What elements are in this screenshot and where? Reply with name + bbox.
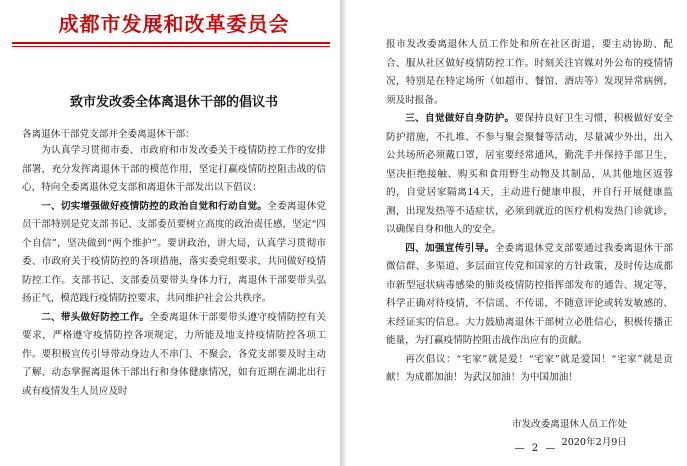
page-number: — 2 — bbox=[514, 443, 558, 454]
letterhead-rule bbox=[12, 42, 330, 44]
right-page bbox=[346, 0, 687, 466]
section-3-body: 要保持良好卫生习惯，积极做好安全防护措施，不扎堆、不参与聚会聚餐等活动，尽量减少外出，出入公共场所必须戴口罩，居室要经常通风，勤洗手并保持手部卫生，坚决拒绝接触、购买和食用野生动物及其制品，从其他地区返蓉的，自觉居家隔离14天，主动进行健康申报，并自行开展健康监测，出现发热等不适症状，必须到就近的医疗机构发热门诊就诊，以确保自身和他人的安全。 bbox=[386, 113, 674, 235]
section-1-paragraph bbox=[22, 198, 326, 309]
section-2-paragraph bbox=[22, 309, 326, 402]
signature-org: 市发改委离退休人员工作处 bbox=[511, 418, 627, 430]
section-3-heading: 三、自觉做好自身防护。 bbox=[405, 113, 515, 124]
section-1-heading: 一、切实增强做好疫情防控的政治自觉和行动自觉。 bbox=[41, 200, 268, 212]
section-3-paragraph bbox=[386, 110, 673, 240]
section-2-heading: 二、带头做好防控工作。 bbox=[41, 311, 150, 323]
section-2-body: 全委离退休干部要带头遵守疫情防控有关要求，严格遵守疫情防控各项规定，力所能及地支持疫情防控各项工作。要积极宣传引导带动身边人不串门、不聚会，各党支部要及时主动了解、动态掌握离退休干部出行和身体健康情况，如有近期在湖北出行或有疫情发生人员应及时 bbox=[22, 311, 327, 397]
left-page bbox=[0, 0, 340, 466]
section-1-body: 全委离退休党员干部特别是党支部书记、支部委员要树立高度的政治责任感，坚定“四个自信”，坚决做到“两个维护”。要讲政治，讲大局，认真学习贯彻市委、市政府关于疫情防控的各项措施，落实委党组要求，共同做好疫情防控工作。支部书记、支部委员要带头身体力行，离退休干部要带头弘扬正气，模范践行疫情防控要求，共同维护社会公共秩序。 bbox=[22, 200, 327, 304]
closing-slogan: 再次倡议：“宅家”就是爱！“宅家”就是爱国！“宅家”就是贡献！为成都加油！为武汉加油！为中国加油！ bbox=[386, 353, 673, 383]
intro-paragraph: 为认真学习贯彻市委、市政府和市发改委关于疫情防控工作的安排部署，充分发挥离退休干部的模范作用，坚定打赢疫情防控阻击战的信心，特向全委离退休党支部和离退休干部发出以下倡议： bbox=[22, 145, 326, 193]
document-title: 致市发改委全体离退休干部的倡议书 bbox=[69, 95, 278, 110]
section-2-continuation: 报市发改委离退休人员工作处和所在社区街道，要主动协助、配合、服从社区做好疫情防控工作。时刻关注官媒对外公布的疫情情况，特别是在特定场所（如超市、餐馆、酒店等）发现异常病例，须及时报备。 bbox=[386, 39, 673, 106]
salutation: 各离退休干部党支部并全委离退休干部： bbox=[22, 129, 195, 140]
signature-date: 2020年2月9日 bbox=[561, 437, 627, 448]
section-4-heading: 四、加强宣传引导。 bbox=[405, 242, 495, 254]
letterhead-rule-thin bbox=[12, 46, 330, 47]
letterhead-title: 成都市发展和改革委员会 bbox=[58, 12, 290, 36]
section-4-paragraph bbox=[386, 240, 673, 351]
section-4-body: 全委离退休党支部要通过我委离退休干部微信群、多渠道、多层面宣传党和国家的方针政策，及时传达成都市新型冠状病毒感染的肺炎疫情防控指挥部发布的通告、规定等，科学正确对待疫情，不信谣、不传谣，不随意评论或转发敏感的、未经证实的信息。大力鼓励离退休干部树立必胜信心，积极传播正能量，为打赢疫情防控阻击战作出应有的贡献。 bbox=[386, 242, 674, 346]
